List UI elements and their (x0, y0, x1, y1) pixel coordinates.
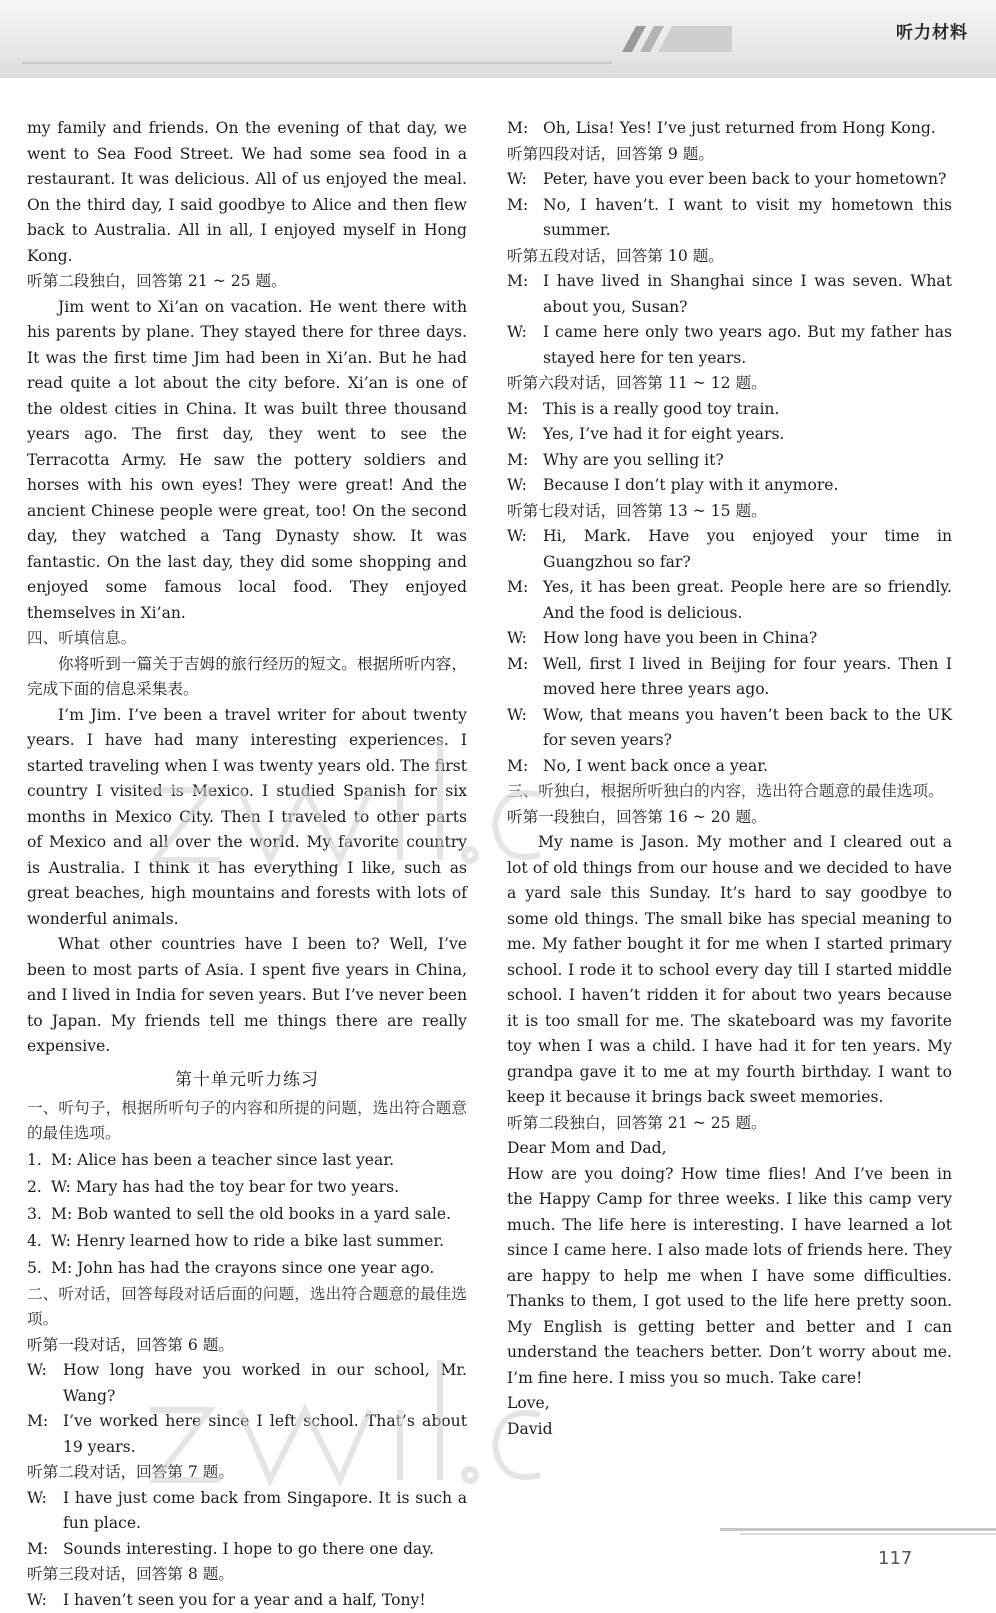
dialogue-text: Sounds interesting. I hope to go there one day. (63, 1537, 467, 1563)
listening-instruction: 听第七段对话，回答第 13 ~ 15 题。 (507, 499, 952, 525)
dialogue-text: No, I went back once a year. (543, 754, 952, 780)
dialogue-text: Why are you selling it? (543, 448, 952, 474)
speaker-label: M: (507, 116, 543, 142)
list-item (27, 1147, 467, 1174)
section-heading: 三、听独白，根据所听独白的内容，选出符合题意的最佳选项。 (507, 779, 952, 805)
paragraph: I’m Jim. I’ve been a travel writer for about twenty years. I have had many interesting experiences. I started traveling when I was twenty years old. The first country I visited is Mexico. I studied Spanish for six months in Mexico City. Then I traveled to other parts of Mexico and all over the world. My favorite country is Australia. I think it has everything I like, such as great beaches, high mountains and forests with lots of wonderful animals. (27, 703, 467, 933)
dialogue-text: I haven’t seen you for a year and a half, Tony! (63, 1588, 467, 1613)
dialogue-text: I came here only two years ago. But my father has stayed here for ten years. (543, 320, 952, 371)
dialogue-line (507, 448, 952, 474)
dialogue-text: Because I don’t play with it anymore. (543, 473, 952, 499)
speaker-label: W: (27, 1358, 63, 1409)
item-text: M: John has had the crayons since one year ago. (51, 1255, 434, 1282)
speaker-label: W: (507, 320, 543, 371)
dialogue-text: I have just come back from Singapore. It is such a fun place. (63, 1486, 467, 1537)
header-stripes-decoration (612, 26, 732, 52)
speaker-label: W: (507, 167, 543, 193)
dialogue-line (27, 1588, 467, 1613)
listening-instruction: 听第一段独白，回答第 16 ~ 20 题。 (507, 805, 952, 831)
footer-stripes-decoration (720, 1520, 996, 1540)
speaker-label: M: (507, 448, 543, 474)
section-heading: 一、听句子，根据所听句子的内容和所提的问题，选出符合题意的最佳选项。 (27, 1096, 467, 1147)
item-text: M: Alice has been a teacher since last year. (51, 1147, 394, 1174)
dialogue-line (507, 167, 952, 193)
item-number: 3. (27, 1201, 51, 1228)
letter-body: How are you doing? How time flies! And I’ve been in the Happy Camp for three weeks. I like this camp very much. The life here is interesting. I have learned a lot since I came here. I also made lots of friends here. They are happy to help me when I have some difficulties. Thanks to them, I got used to the life here pretty soon. My English is getting better and better and I can understand the teachers better. Don’t worry about me. I’m fine here. I miss you so much. Take care! (507, 1162, 952, 1392)
page-number: 117 (878, 1548, 912, 1569)
paragraph: Jim went to Xi’an on vacation. He went there with his parents by plane. They stayed there for three days. It was the first time Jim had been in Xi’an. But he had read quite a lot about the city before. Xi’an is one of the oldest cities in China. It was built three thousand years ago. The first day, they went to see the Terracotta Army. He saw the pottery soldiers and horses with his own eyes! They were great! And the ancient Chinese people were great, too! On the second day, they watched a Tang Dynasty show. It was fantastic. On the last day, they did some shopping and enjoyed some famous local food. They enjoyed themselves in Xi’an. (27, 295, 467, 627)
item-number: 4. (27, 1228, 51, 1255)
speaker-label: W: (507, 626, 543, 652)
dialogue-line (507, 116, 952, 142)
dialogue-text: Well, first I lived in Beijing for four years. Then I moved here three years ago. (543, 652, 952, 703)
listening-instruction: 听第六段对话，回答第 11 ~ 12 题。 (507, 371, 952, 397)
dialogue-text: How long have you been in China? (543, 626, 952, 652)
dialogue-line (27, 1358, 467, 1409)
page-header (0, 0, 996, 78)
speaker-label: W: (507, 473, 543, 499)
left-column (27, 116, 467, 1613)
list-item (27, 1174, 467, 1201)
item-number: 2. (27, 1174, 51, 1201)
section-title: 听力材料 (896, 18, 968, 43)
dialogue-line (507, 269, 952, 320)
letter-closing: Love, (507, 1391, 952, 1417)
dialogue-text: I’ve worked here since I left school. That’s about 19 years. (63, 1409, 467, 1460)
paragraph: What other countries have I been to? Well, I’ve been to most parts of Asia. I spent five years in China, and I lived in India for seven years. But I’ve never been to Japan. My friends tell me things there are really expensive. (27, 932, 467, 1060)
list-item (27, 1255, 467, 1282)
dialogue-line (27, 1537, 467, 1563)
list-item (27, 1201, 467, 1228)
dialogue-line (507, 320, 952, 371)
item-number: 1. (27, 1147, 51, 1174)
list-item (27, 1228, 467, 1255)
listening-instruction: 听第三段对话，回答第 8 题。 (27, 1562, 467, 1588)
dialogue-text: Yes, it has been great. People here are so friendly. And the food is delicious. (543, 575, 952, 626)
letter-signature: David (507, 1417, 952, 1443)
dialogue-line (507, 575, 952, 626)
header-rule (22, 62, 612, 64)
dialogue-text: No, I haven’t. I want to visit my hometown this summer. (543, 193, 952, 244)
listening-instruction: 听第二段独白，回答第 21 ~ 25 题。 (27, 269, 467, 295)
section-heading: 二、听对话，回答每段对话后面的问题，选出符合题意的最佳选项。 (27, 1282, 467, 1333)
speaker-label: W: (507, 422, 543, 448)
dialogue-line (507, 193, 952, 244)
unit-title: 第十单元听力练习 (27, 1064, 467, 1096)
dialogue-line (507, 626, 952, 652)
dialogue-line (507, 422, 952, 448)
speaker-label: M: (507, 397, 543, 423)
speaker-label: M: (507, 575, 543, 626)
item-text: W: Henry learned how to ride a bike last summer. (51, 1228, 444, 1255)
listening-instruction: 听第二段独白，回答第 21 ~ 25 题。 (507, 1111, 952, 1137)
speaker-label: W: (27, 1588, 63, 1613)
section-heading: 四、听填信息。 (27, 626, 467, 652)
speaker-label: M: (27, 1409, 63, 1460)
dialogue-text: I have lived in Shanghai since I was seven. What about you, Susan? (543, 269, 952, 320)
speaker-label: M: (507, 652, 543, 703)
speaker-label: W: (507, 524, 543, 575)
listening-instruction: 听第一段对话，回答第 6 题。 (27, 1333, 467, 1359)
dialogue-text: Oh, Lisa! Yes! I’ve just returned from Hong Kong. (543, 116, 952, 142)
dialogue-line (507, 652, 952, 703)
speaker-label: M: (27, 1537, 63, 1563)
speaker-label: W: (507, 703, 543, 754)
dialogue-line (507, 524, 952, 575)
dialogue-line (507, 397, 952, 423)
letter-greeting: Dear Mom and Dad, (507, 1136, 952, 1162)
section-intro: 你将听到一篇关于吉姆的旅行经历的短文。根据所听内容，完成下面的信息采集表。 (27, 652, 467, 703)
dialogue-line (507, 473, 952, 499)
speaker-label: M: (507, 754, 543, 780)
item-text: M: Bob wanted to sell the old books in a yard sale. (51, 1201, 451, 1228)
listening-instruction: 听第四段对话，回答第 9 题。 (507, 142, 952, 168)
header-rule-thin (22, 66, 612, 67)
dialogue-text: Peter, have you ever been back to your hometown? (543, 167, 952, 193)
item-text: W: Mary has had the toy bear for two years. (51, 1174, 399, 1201)
sentence-list (27, 1147, 467, 1282)
dialogue-line (27, 1486, 467, 1537)
dialogue-text: This is a really good toy train. (543, 397, 952, 423)
listening-instruction: 听第五段对话，回答第 10 题。 (507, 244, 952, 270)
dialogue-text: Hi, Mark. Have you enjoyed your time in Guangzhou so far? (543, 524, 952, 575)
dialogue-text: How long have you worked in our school, Mr. Wang? (63, 1358, 467, 1409)
speaker-label: M: (507, 193, 543, 244)
paragraph: my family and friends. On the evening of that day, we went to Sea Food Street. We had some sea food in a restaurant. It was delicious. All of us enjoyed the meal. On the third day, I said goodbye to Alice and then flew back to Australia. All in all, I enjoyed myself in Hong Kong. (27, 116, 467, 269)
dialogue-text: Yes, I’ve had it for eight years. (543, 422, 952, 448)
paragraph: My name is Jason. My mother and I cleared out a lot of old things from our house and we decided to have a yard sale this Sunday. It’s hard to say goodbye to some old things. The small bike has special meaning to me. My father bought it for me when I started primary school. I rode it to school every day till I started middle school. I haven’t ridden it for about two years because it is too small for me. The skateboard was my favorite toy when I was a child. I have had it for ten years. My grandpa gave it to me at my fourth birthday. I want to keep it because it brings back sweet memories. (507, 830, 952, 1111)
item-number: 5. (27, 1255, 51, 1282)
right-column (507, 116, 952, 1442)
dialogue-line (27, 1409, 467, 1460)
speaker-label: W: (27, 1486, 63, 1537)
speaker-label: M: (507, 269, 543, 320)
dialogue-text: Wow, that means you haven’t been back to the UK for seven years? (543, 703, 952, 754)
listening-instruction: 听第二段对话，回答第 7 题。 (27, 1460, 467, 1486)
dialogue-line (507, 703, 952, 754)
dialogue-line (507, 754, 952, 780)
